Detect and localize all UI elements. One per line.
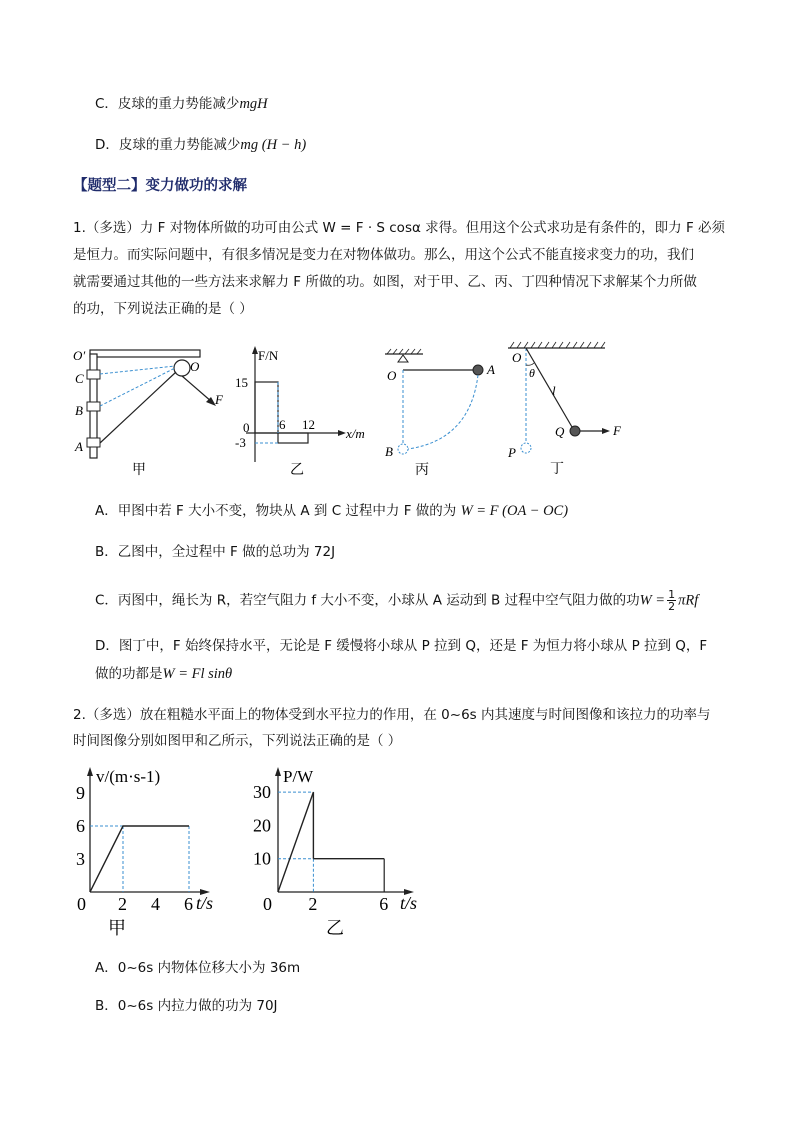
q1-stem-line-1: 1.（多选）力 F 对物体所做的功可由公式 W = F · S cosα 求得。但用这个公式求功是有条件的，即力 F 必须 bbox=[73, 220, 726, 236]
q2-stem-line-2: 时间图像分别如图甲和乙所示，下列说法正确的是（ ） bbox=[73, 733, 402, 749]
chart-jia-caption: 甲 bbox=[108, 918, 126, 938]
chart-yi-ytick: 10 bbox=[253, 848, 271, 869]
caption-ding: 丁 bbox=[550, 462, 564, 477]
label-b: B bbox=[75, 403, 83, 418]
yi-tick-15: 15 bbox=[235, 375, 248, 390]
caption-yi: 乙 bbox=[290, 463, 304, 478]
chart-yi-caption: 乙 bbox=[326, 918, 344, 938]
fraction-one-half: $\frac{1}{2}$ bbox=[668, 588, 676, 613]
chart-jia bbox=[78, 762, 228, 942]
chart-yi-xlabel: t/s bbox=[400, 893, 418, 913]
label-f: F bbox=[215, 392, 223, 407]
yi-ylabel: F/N bbox=[258, 348, 279, 363]
ding-label-p: P bbox=[508, 445, 516, 460]
option-c-prev: C．皮球的重力势能减少mgH bbox=[95, 96, 268, 112]
caption-bing: 丙 bbox=[415, 463, 429, 478]
q1-stem-line-2: 是恒力。而实际问题中，有很多情况是变力在对物体做功。那么，用这个公式不能直接求变力的功，我们 bbox=[73, 247, 694, 263]
yi-xlabel: x/m bbox=[346, 426, 365, 441]
label-o-prime: O′ bbox=[73, 348, 86, 363]
figure-bing bbox=[375, 340, 500, 480]
q2-option-b: B．0~6s 内拉力做的功为 70J bbox=[95, 998, 278, 1014]
figure-ding bbox=[500, 335, 640, 480]
q1-option-d-line2: 做的功都是W = Fl sinθ bbox=[95, 666, 233, 682]
yi-tick-6: 6 bbox=[279, 417, 286, 432]
chart-jia-ytick: 3 bbox=[76, 849, 85, 869]
chart-yi-ytick: 30 bbox=[253, 782, 271, 803]
q1-stem-line-4: 的功，下列说法正确的是（ ） bbox=[73, 301, 253, 317]
q1-option-b: B．乙图中，全过程中 F 做的总功为 72J bbox=[95, 544, 336, 560]
ding-label-q: Q bbox=[555, 424, 565, 439]
q1-option-c: C．丙图中，绳长为 R，若空气阻力 f 大小不变，小球从 A 运动到 B 过程中空气阻力做的功W = $\frac{1}{2}$ πRf bbox=[95, 588, 699, 613]
q2-option-a: A．0~6s 内物体位移大小为 36m bbox=[95, 960, 301, 976]
caption-jia: 甲 bbox=[132, 463, 146, 478]
chart-yi-xtick: 2 bbox=[308, 894, 318, 914]
chart-jia-xtick: 2 bbox=[118, 894, 127, 914]
bing-label-a: A bbox=[487, 362, 495, 377]
yi-tick-12: 12 bbox=[302, 417, 315, 432]
bing-label-b: B bbox=[385, 444, 393, 459]
q2-stem-line-1: 2.（多选）放在粗糙水平面上的物体受到水平拉力的作用，在 0~6s 内其速度与时间图像和该拉力的功率与 bbox=[73, 707, 711, 723]
chart-yi bbox=[248, 762, 423, 942]
option-d-prev: D．皮球的重力势能减少mg (H − h) bbox=[95, 137, 307, 153]
ding-label-o: O bbox=[512, 350, 522, 365]
yi-tick-neg3: -3 bbox=[235, 435, 246, 450]
chart-yi-xtick: 0 bbox=[263, 894, 272, 914]
ding-label-l: l bbox=[552, 383, 556, 398]
figure-yi bbox=[230, 340, 370, 480]
figure-jia bbox=[70, 340, 223, 480]
chart-jia-series-line bbox=[90, 826, 189, 892]
chart-jia-xlabel: t/s bbox=[196, 893, 214, 913]
chart-jia-xtick: 0 bbox=[77, 894, 86, 914]
yi-tick-0: 0 bbox=[243, 420, 250, 435]
q1-option-a: A．甲图中若 F 大小不变，物块从 A 到 C 过程中力 F 做的为 W = F (OA − OC) bbox=[95, 503, 569, 519]
section-title: 【题型二】变力做功的求解 bbox=[73, 178, 247, 194]
chart-jia-xtick: 6 bbox=[184, 894, 193, 914]
bing-label-o: O bbox=[387, 368, 397, 383]
chart-jia-ylabel: v/(m·s-1) bbox=[96, 767, 161, 786]
chart-yi-ylabel: P/W bbox=[283, 767, 314, 786]
chart-yi-xtick: 6 bbox=[379, 894, 389, 914]
q1-option-d-line1: D．图丁中，F 始终保持水平，无论是 F 缓慢将小球从 P 拉到 Q，还是 F 为恒力将小球从 P 拉到 Q，F bbox=[95, 638, 708, 654]
ding-label-theta: θ bbox=[529, 366, 535, 380]
chart-jia-ytick: 6 bbox=[76, 816, 85, 836]
chart-yi-segment-0 bbox=[278, 792, 313, 892]
label-o: O bbox=[190, 359, 200, 374]
chart-jia-xtick: 4 bbox=[151, 894, 160, 914]
label-a: A bbox=[75, 439, 83, 454]
chart-jia-ytick: 9 bbox=[76, 783, 85, 803]
q1-stem-line-3: 就需要通过其他的一些方法来求解力 F 所做的功。如图，对于甲、乙、丙、丁四种情况下求解某个力所做 bbox=[73, 274, 697, 290]
chart-yi-ytick: 20 bbox=[253, 815, 271, 836]
label-c: C bbox=[75, 371, 84, 386]
ding-label-f: F bbox=[613, 423, 621, 438]
